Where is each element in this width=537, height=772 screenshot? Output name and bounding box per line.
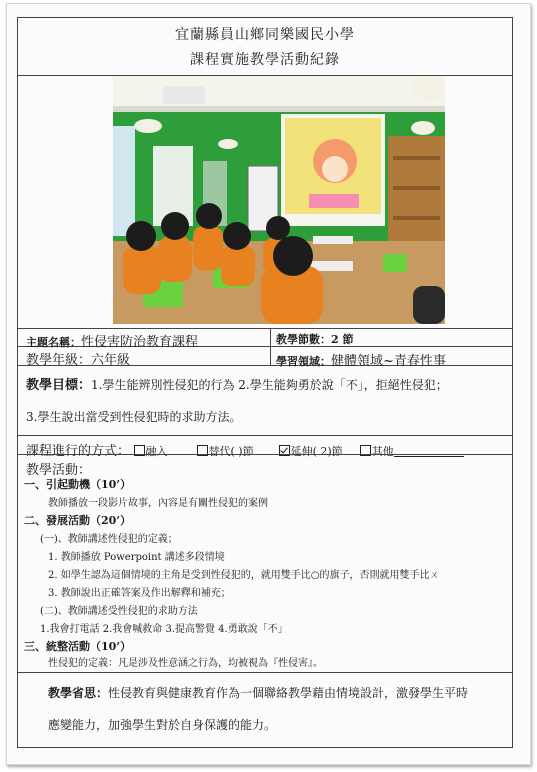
mode-opt1: 融入: [145, 445, 168, 458]
mode-row: [26, 440, 464, 459]
school-name: 宜蘭縣員山鄉同樂國民小學: [175, 27, 355, 43]
section2-item2: 2. 如學生認為這個情境的主角是受到性侵犯的，就用雙手比○的旗子，否則就用雙手比ㄨ: [48, 570, 440, 581]
goals-label: 教學目標：: [26, 378, 92, 393]
mode-opt3: 延伸( 2)節: [290, 445, 343, 458]
reflection-text1: 性侵教育與健康教育作為一個聯絡教學藉由情境設計，激發學生平時: [108, 686, 469, 700]
mode-opt4: 其他: [371, 445, 394, 458]
other-blank: [394, 456, 464, 457]
mode-opt2: 替代( )節: [208, 445, 254, 458]
grade-field: [26, 349, 130, 368]
goals-line1: [26, 374, 448, 393]
goals-text1: 1.學生能辨別性侵犯的行為 2.學生能夠勇於說「不」，拒絕性侵犯；: [91, 378, 448, 392]
section2-title: 二、發展活動（20’）: [24, 514, 132, 527]
section2-sub1: (一)、教師講述性侵犯的定義；: [40, 534, 178, 545]
reflection-text2: 應變能力，加強學生對於自身保護的能力。: [48, 718, 277, 732]
section3-title: 三、統整活動（10’）: [24, 640, 132, 653]
domain-field: [276, 350, 446, 369]
section1-title: 一、引起動機（10’）: [24, 478, 132, 491]
mode-label: 課程進行的方式：: [26, 444, 131, 459]
reflection-label: 教學省思：: [48, 686, 109, 700]
section2-item3: 3. 教師說出正確答案及作出解釋和補充；: [48, 588, 231, 599]
divider: [18, 454, 512, 455]
theme-field: [26, 331, 198, 350]
grade-label: 教學年級：: [26, 353, 92, 368]
divider: [18, 672, 512, 673]
classroom-photo: [113, 76, 445, 324]
activities-label: 教學活動：: [26, 463, 92, 478]
periods-label: 教學節數：: [276, 333, 331, 346]
section1-text: 教師播放一段影片故事，內容是有關性侵犯的案例: [48, 498, 268, 509]
section2-sub2: (二)、教師講述受性侵犯的求助方法: [40, 606, 198, 617]
section2-help: 1.我會打電話 2.我會喊救命 3.提高警覺 4.勇敢說「不」: [40, 624, 288, 635]
domain-label: 學習領域：: [276, 355, 331, 368]
divider: [18, 328, 512, 329]
goals-text2: 3.學生說出當受到性侵犯時的求助方法。: [26, 410, 242, 424]
theme-label: 主題名稱：: [26, 336, 81, 349]
section3-text: 性侵犯的定義：凡是涉及性意涵之行為，均被視為『性侵害』。: [48, 658, 323, 669]
section2-item1: 1. 教師播放 Powerpoint 講述多段情境: [48, 552, 225, 563]
theme-value: 性侵害防治教育課程: [81, 335, 199, 350]
divider: [270, 328, 271, 365]
divider: [18, 435, 512, 436]
periods-value: 2 節: [331, 333, 354, 346]
grade-value: 六年級: [91, 353, 131, 368]
record-title: 課程實施教學活動紀錄: [190, 52, 340, 68]
reflection-line1: [48, 684, 468, 701]
classroom-scene: [113, 76, 445, 324]
periods-field: [276, 331, 353, 347]
domain-value: 健體領域~青春性事: [331, 354, 446, 369]
